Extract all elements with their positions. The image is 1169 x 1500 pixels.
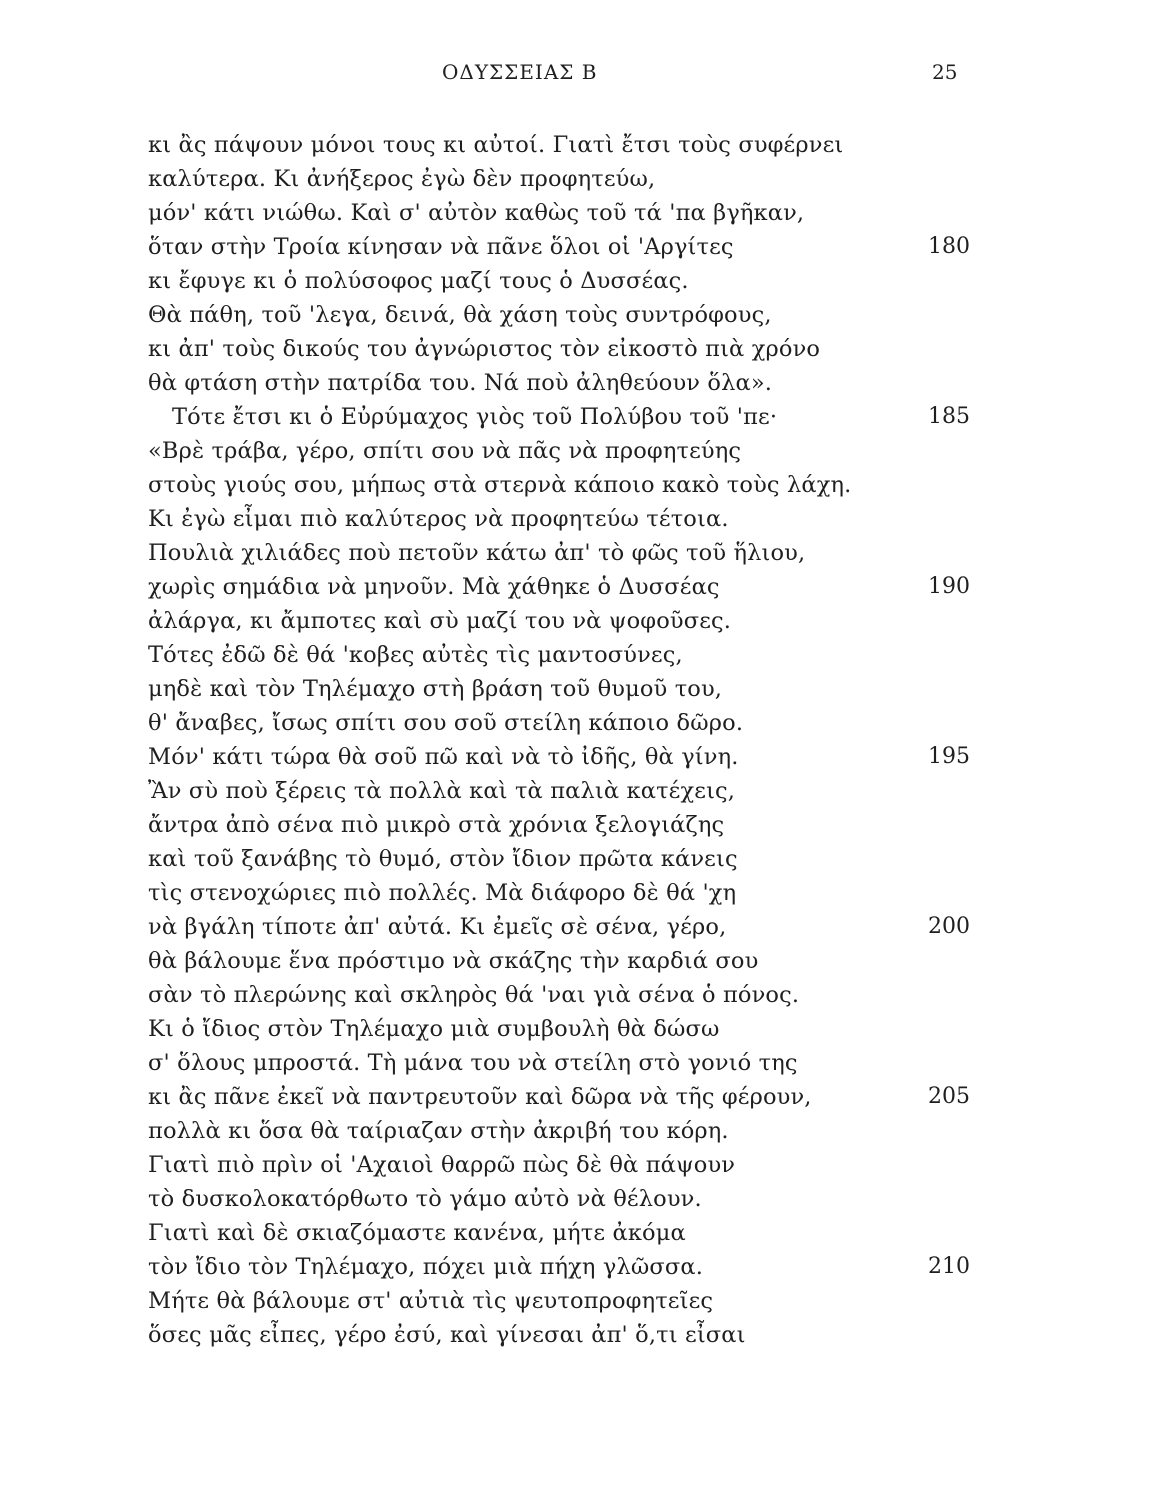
verse-text: Μήτε θὰ βάλουμε στ' αὐτιὰ τὶς ψευτοπροφητεῖες — [148, 1288, 714, 1314]
verse-line — [0, 1182, 1169, 1216]
verse-text: Μόν' κάτι τώρα θὰ σοῦ πῶ καὶ νὰ τὸ ἰδῆς, θὰ γίνη. — [148, 744, 739, 770]
verse-line — [0, 672, 1169, 706]
line-number: 185 — [928, 404, 970, 429]
verse-text: τὶς στενοχώριες πιὸ πολλές. Μὰ διάφορο δὲ θά 'χη — [148, 880, 737, 906]
verse-line — [0, 162, 1169, 196]
verse-text: Τότε ἔτσι κι ὁ Εὐρύμαχος γιὸς τοῦ Πολύβου τοῦ 'πε· — [172, 404, 778, 430]
verse-text: ὅσες μᾶς εἶπες, γέρο ἐσύ, καὶ γίνεσαι ἀπ' ὅ,τι εἶσαι — [148, 1322, 746, 1348]
verse-text: τὸν ἴδιο τὸν Τηλέμαχο, πόχει μιὰ πήχη γλῶσσα. — [148, 1254, 704, 1280]
verse-text: μόν' κάτι νιώθω. Καὶ σ' αὐτὸν καθὼς τοῦ τά 'πα βγῆκαν, — [148, 200, 805, 226]
verse-line — [0, 196, 1169, 230]
verse-text: «Βρὲ τράβα, γέρο, σπίτι σου νὰ πᾶς νὰ προφητεύης — [148, 438, 742, 464]
verse-text: Κι ἐγὼ εἶμαι πιὸ καλύτερος νὰ προφητεύω τέτοια. — [148, 506, 729, 532]
verse-line — [0, 1284, 1169, 1318]
verse-line — [0, 400, 1169, 434]
verse-text: μηδὲ καὶ τὸν Τηλέμαχο στὴ βράση τοῦ θυμοῦ του, — [148, 676, 723, 702]
verse-line — [0, 536, 1169, 570]
verse-line — [0, 128, 1169, 162]
verse-line — [0, 1148, 1169, 1182]
verse-text: Γιατὶ καὶ δὲ σκιαζόμαστε κανένα, μήτε ἀκόμα — [148, 1220, 686, 1246]
verse-line — [0, 230, 1169, 264]
verse-line — [0, 332, 1169, 366]
verse-line — [0, 774, 1169, 808]
verse-line — [0, 1046, 1169, 1080]
verse-text: κι ἂς πάψουν μόνοι τους κι αὐτοί. Γιατὶ ἔτσι τοὺς συφέρνει — [148, 132, 844, 158]
verse-line — [0, 264, 1169, 298]
line-number: 195 — [928, 744, 970, 769]
verse-text: Ἂν σὺ ποὺ ξέρεις τὰ πολλὰ καὶ τὰ παλιὰ κατέχεις, — [148, 778, 736, 804]
verse-text: θὰ βάλουμε ἕνα πρόστιμο νὰ σκάζης τὴν καρδιά σου — [148, 948, 759, 974]
line-number: 200 — [928, 914, 970, 939]
verse-line — [0, 1114, 1169, 1148]
verse-line — [0, 1250, 1169, 1284]
verse-line — [0, 434, 1169, 468]
verse-text: κι ἀπ' τοὺς δικούς του ἀγνώριστος τὸν εἰκοστὸ πιὰ χρόνο — [148, 336, 821, 362]
verse-text: κι ἔφυγε κι ὁ πολύσοφος μαζί τους ὁ Δυσσέας. — [148, 268, 689, 294]
line-number: 210 — [928, 1254, 970, 1279]
line-number: 180 — [928, 234, 970, 259]
verse-line — [0, 502, 1169, 536]
verse-text: θὰ φτάση στὴν πατρίδα του. Νά ποὺ ἀληθεύουν ὅλα». — [148, 370, 773, 396]
verse-text: Πουλιὰ χιλιάδες ποὺ πετοῦν κάτω ἀπ' τὸ φῶς τοῦ ἥλιου, — [148, 540, 806, 566]
verse-text: καλύτερα. Κι ἀνήξερος ἐγὼ δὲν προφητεύω, — [148, 166, 656, 192]
verse-text: θ' ἄναβες, ἴσως σπίτι σου σοῦ στείλη κάποιο δῶρο. — [148, 710, 744, 736]
verse-text: τὸ δυσκολοκατόρθωτο τὸ γάμο αὐτὸ νὰ θέλουν. — [148, 1186, 702, 1212]
verse-text: χωρὶς σημάδια νὰ μηνοῦν. Μὰ χάθηκε ὁ Δυσσέας — [148, 574, 720, 600]
verse-text: νὰ βγάλη τίποτε ἀπ' αὐτά. Κι ἐμεῖς σὲ σένα, γέρο, — [148, 914, 727, 940]
verse-line — [0, 808, 1169, 842]
verse-line — [0, 842, 1169, 876]
poem-body — [0, 128, 1169, 1352]
verse-text: πολλὰ κι ὅσα θὰ ταίριαζαν στὴν ἀκριβή του κόρη. — [148, 1118, 729, 1144]
verse-line — [0, 570, 1169, 604]
verse-text: στοὺς γιούς σου, μήπως στὰ στερνὰ κάποιο κακὸ τοὺς λάχη. — [148, 472, 852, 498]
verse-line — [0, 706, 1169, 740]
line-number: 190 — [928, 574, 970, 599]
verse-text: ἀλάργα, κι ἄμποτες καὶ σὺ μαζί του νὰ ψοφοῦσες. — [148, 608, 732, 634]
page-number: 25 — [932, 60, 958, 84]
verse-text: ὅταν στὴν Τροία κίνησαν νὰ πᾶνε ὅλοι οἱ 'Αργίτες — [148, 234, 734, 260]
running-title: ΟΔΥΣΣΕΙΑΣ Β — [442, 60, 598, 84]
verse-line — [0, 366, 1169, 400]
verse-line — [0, 1080, 1169, 1114]
verse-text: Θὰ πάθη, τοῦ 'λεγα, δεινά, θὰ χάση τοὺς συντρόφους, — [148, 302, 772, 328]
verse-text: καὶ τοῦ ξανάβης τὸ θυμό, στὸν ἴδιον πρῶτα κάνεις — [148, 846, 738, 872]
verse-text: Γιατὶ πιὸ πρὶν οἱ 'Αχαιοὶ θαρρῶ πὼς δὲ θὰ πάψουν — [148, 1152, 736, 1178]
verse-text: σὰν τὸ πλερώνης καὶ σκληρὸς θά 'ναι γιὰ σένα ὁ πόνος. — [148, 982, 800, 1008]
verse-text: Κι ὁ ἴδιος στὸν Τηλέμαχο μιὰ συμβουλὴ θὰ δώσω — [148, 1016, 720, 1042]
page-header — [0, 60, 1169, 90]
verse-text: Τότες ἐδῶ δὲ θά 'κοβες αὐτὲς τὶς μαντοσύνες, — [148, 642, 683, 668]
verse-line — [0, 638, 1169, 672]
verse-line — [0, 604, 1169, 638]
verse-line — [0, 468, 1169, 502]
verse-line — [0, 944, 1169, 978]
verse-text: σ' ὅλους μπροστά. Τὴ μάνα του νὰ στείλη στὸ γονιό της — [148, 1050, 798, 1076]
verse-line — [0, 1216, 1169, 1250]
verse-line — [0, 298, 1169, 332]
verse-line — [0, 740, 1169, 774]
verse-text: ἄντρα ἀπὸ σένα πιὸ μικρὸ στὰ χρόνια ξελογιάζης — [148, 812, 725, 838]
verse-text: κι ἂς πᾶνε ἐκεῖ νὰ παντρευτοῦν καὶ δῶρα νὰ τῆς φέρουν, — [148, 1084, 812, 1110]
verse-line — [0, 876, 1169, 910]
verse-line — [0, 910, 1169, 944]
verse-line — [0, 1012, 1169, 1046]
verse-line — [0, 978, 1169, 1012]
verse-line — [0, 1318, 1169, 1352]
line-number: 205 — [928, 1084, 970, 1109]
